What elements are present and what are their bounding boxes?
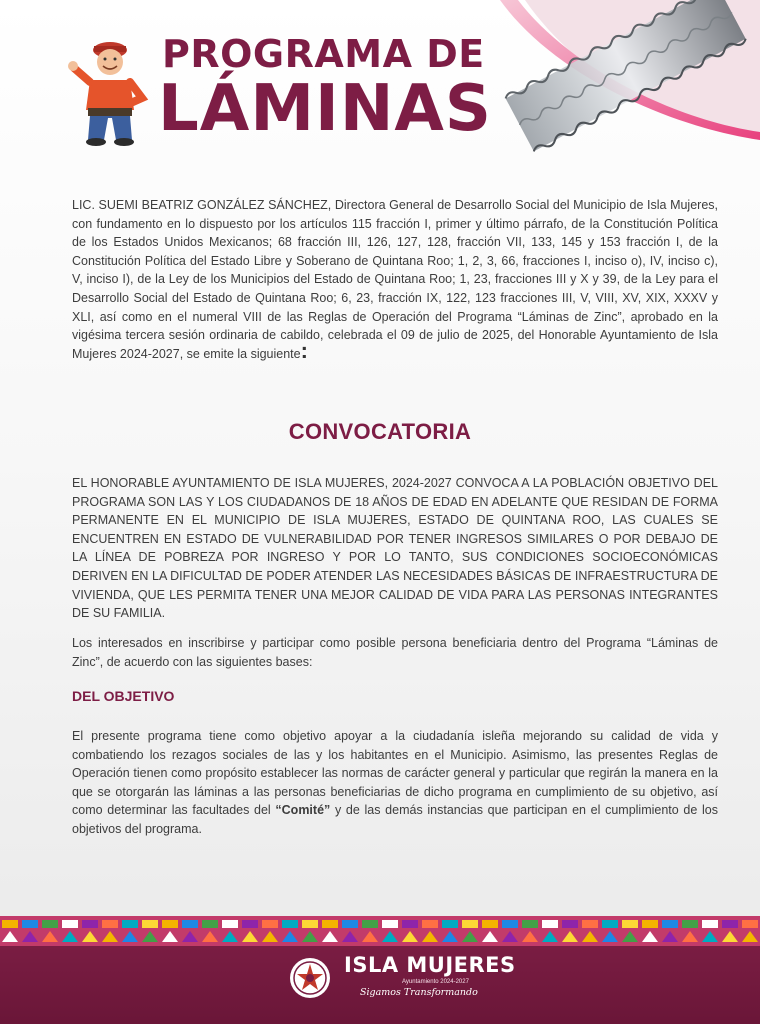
document-body xyxy=(72,196,718,363)
intro-paragraph xyxy=(72,196,718,363)
objective-paragraph xyxy=(72,727,718,839)
pattern-tile xyxy=(522,920,538,928)
program-title-line2: LÁMINAS xyxy=(158,72,492,146)
pattern-tile xyxy=(482,920,498,928)
pattern-tile xyxy=(602,920,618,928)
pattern-tile xyxy=(122,920,138,928)
pattern-tile xyxy=(702,920,718,928)
footer-period: Ayuntamiento 2024-2027 xyxy=(402,979,469,985)
header-banner xyxy=(0,0,760,175)
pattern-tile xyxy=(282,920,298,928)
pattern-tile xyxy=(742,920,758,928)
pattern-tile xyxy=(142,920,158,928)
convocatoria-heading: CONVOCATORIA xyxy=(288,419,472,444)
objective-text-after: y de las demás instancias que participan en el cumplimiento de los objetivos del programa. xyxy=(72,803,718,836)
footer-brand: ISLA MUJERES xyxy=(344,953,516,977)
pattern-tile xyxy=(562,920,578,928)
pattern-tile xyxy=(42,920,58,928)
pattern-tile xyxy=(382,920,398,928)
pattern-tile xyxy=(162,920,178,928)
pattern-tile xyxy=(82,920,98,928)
intro-colon: : xyxy=(300,337,308,363)
pattern-tile xyxy=(622,920,638,928)
pattern-tile xyxy=(262,920,278,928)
call-paragraph: EL HONORABLE AYUNTAMIENTO DE ISLA MUJERES, 2024-2027 CONVOCA A LA POBLACIÓN OBJETIVO DEL PROGRAMA SON LAS Y LOS CIUDADANOS DE 18 AÑOS DE EDAD EN ADELANTE QUE RESIDAN DE FORMA PERMANENTE EN EL MUNICIPIO DE ISLA MUJERES, ESTADO DE QUINTANA ROO, LAS CUALES SE ENCUENTREN EN ESTADO DE VULNERABILIDAD POR TENER INGRESOS SIMILARES O POR DEBAJO DE LA LÍNEA DE POBREZA POR INGRESO Y POR LO TANTO, SUS CONDICIONES SOCIOECONÓMICAS DERIVEN EN LA DIFICULTAD DE PODER ATENDER LAS NECESIDADES BÁSICAS DE INFRAESTRUCTURA DE VIVIENDA, QUE LES PERMITA TENER UNA MEJOR CALIDAD DE VIDA PARA LAS PERSONAS INTEGRANTES DE SU FAMILIA. xyxy=(72,476,718,621)
pattern-tile xyxy=(542,920,558,928)
pattern-tile xyxy=(462,920,478,928)
intro-text: LIC. SUEMI BEATRIZ GONZÁLEZ SÁNCHEZ, Directora General de Desarrollo Social del Municipio de Isla Mujeres, con fundamento en lo dispuesto por los artículos 115 fracción I, primer y último párrafo, de la Constitución Política de los Estados Unidos Mexicanos; 68 fracción III, 126, 127, 128, fracción VII, 133, 145 y 153 fracción I, de la Constitución Política del Estado Libre y Soberano de Quintana Roo; 1, 2, 3, 66, fracciones I, inciso o), IV, inciso c), V, inciso I), de la Ley de los Municipios del Estado de Quintana Roo; 1, 23, fracciones III y X y 39, de la Ley para el Desarrollo Social del Estado de Quintana Roo; 6, 23, fracción IX, 122, 123 fracciones III, V, VIII, XV, XIX, XXXV y XLI, así como en el numeral VIII de las Reglas de Operación del Programa “Láminas de Zinc”, aprobado en la vigésima tercera sesión ordinaria de cabildo, celebrada el 09 de julio de 2025, del Honorable Ayuntamiento de Isla Mujeres 2024-2027, se emite la siguiente xyxy=(72,198,718,361)
pattern-tile xyxy=(322,920,338,928)
pattern-tile xyxy=(342,920,358,928)
pattern-tile xyxy=(2,920,18,928)
pattern-tile xyxy=(102,920,118,928)
program-title-line1: PROGRAMA DE xyxy=(162,32,485,76)
municipal-seal-icon xyxy=(288,956,332,1000)
worker-mascot-icon xyxy=(66,28,158,148)
pattern-tile xyxy=(22,920,38,928)
pattern-tile xyxy=(682,920,698,928)
pattern-tile xyxy=(642,920,658,928)
interested-paragraph: Los interesados en inscribirse y participar como posible persona beneficiaria dentro del Programa “Láminas de Zinc”, de acuerdo con las siguientes bases: xyxy=(72,636,718,669)
pattern-tile xyxy=(222,920,238,928)
pattern-tile xyxy=(302,920,318,928)
pattern-tile xyxy=(402,920,418,928)
pattern-tile xyxy=(202,920,218,928)
pattern-tile xyxy=(722,920,738,928)
pattern-tile xyxy=(502,920,518,928)
pattern-tile xyxy=(422,920,438,928)
footer-slogan: Sigamos Transformando xyxy=(360,987,478,998)
decorative-pattern-strip xyxy=(0,916,760,946)
pattern-tile xyxy=(182,920,198,928)
pattern-tile xyxy=(242,920,258,928)
objective-text-before: El presente programa tiene como objetivo apoyar a la ciudadanía isleña mejorando su calidad de vida y combatiendo los rezagos sociales de las y los habitantes en el Municipio. Asimismo, las presentes Reglas de Operación tienen como propósito establecer las normas de carácter general y particular que regirán la manera en la que se otorgarán las láminas a las personas beneficiarias de dicho programa en cumplimiento de su objetivo, así como determinar las facultades del xyxy=(72,729,718,818)
pattern-tile xyxy=(662,920,678,928)
pattern-tile xyxy=(362,920,378,928)
pattern-tile xyxy=(442,920,458,928)
objective-comite: “Comité” xyxy=(275,803,331,818)
pattern-tile xyxy=(582,920,598,928)
pattern-tile xyxy=(62,920,78,928)
section-title-objective: DEL OBJETIVO xyxy=(72,688,175,704)
